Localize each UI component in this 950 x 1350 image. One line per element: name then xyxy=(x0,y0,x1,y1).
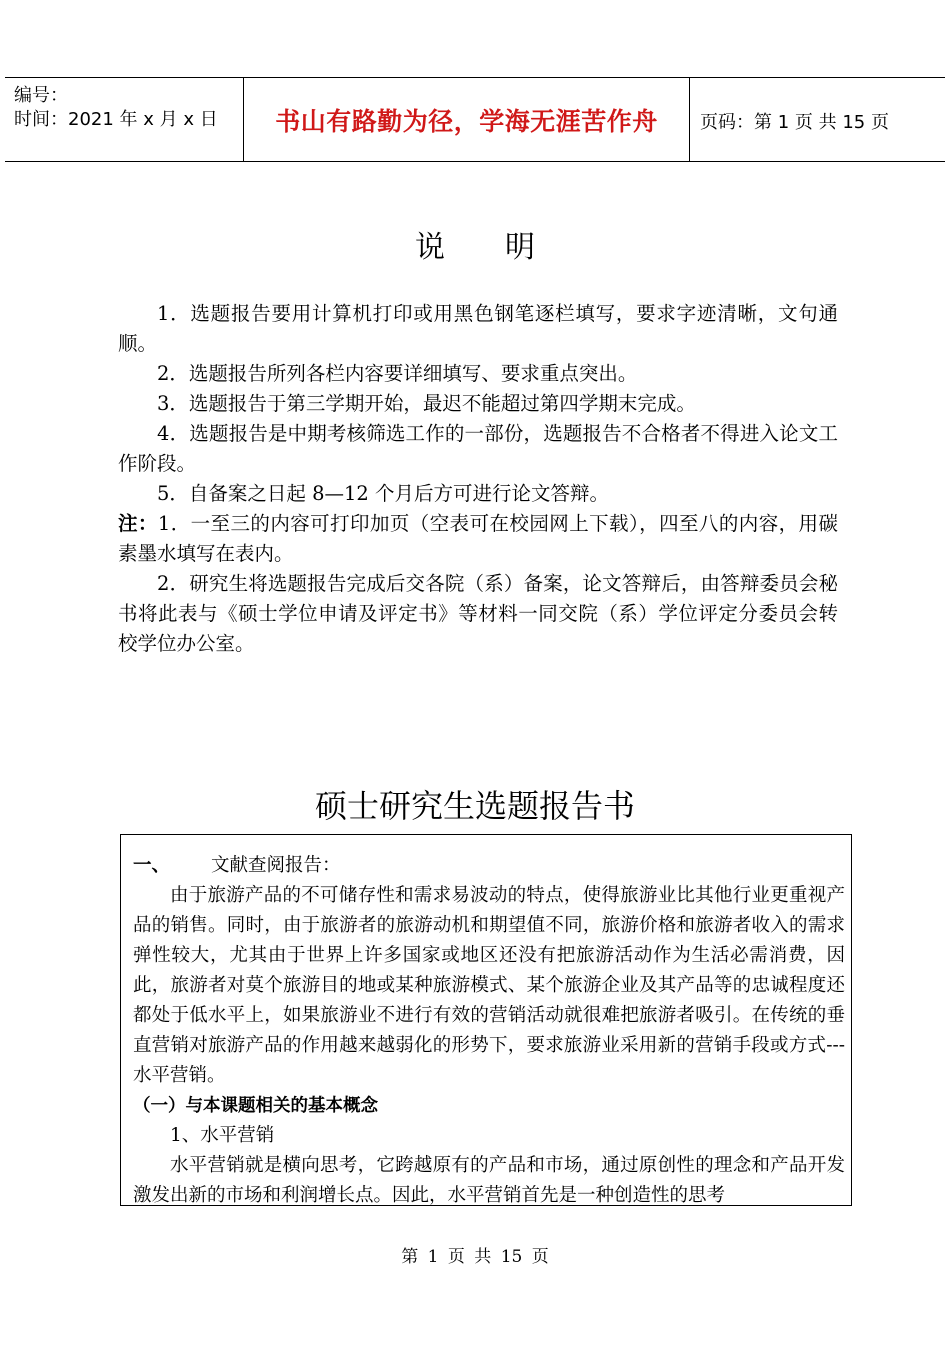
section-number: 一、 xyxy=(133,855,171,876)
header-top-rule xyxy=(5,77,945,78)
instruction-item: 5．自备案之日起 8—12 个月后方可进行论文答辩。 xyxy=(157,482,610,505)
report-content xyxy=(133,851,845,1206)
header-divider-left xyxy=(243,77,244,161)
header-motto: 书山有路勤为径，学海无涯苦作舟 xyxy=(275,107,658,136)
section-title: 文献查阅报告： xyxy=(211,855,341,876)
header-meta xyxy=(14,84,242,132)
instruction-item: 2．选题报告所列各栏内容要详细填写、要求重点突出。 xyxy=(157,362,638,385)
item-text: 水平营销就是横向思考，它跨越原有的产品和市场，通过原创性的理念和产品开发激发出新的市场和利润增长点。因此，水平营销首先是一种创造性的思考 xyxy=(133,1155,845,1206)
report-form-box xyxy=(120,834,852,1206)
instructions-title: 说 明 xyxy=(415,230,535,265)
header-page-info: 页码：第 1 页 共 15 页 xyxy=(700,112,889,133)
item-title: 1、水平营销 xyxy=(170,1125,275,1146)
instruction-item: 4．选题报告是中期考核筛选工作的一部份，选题报告不合格者不得进入论文工作阶段。 xyxy=(118,422,838,475)
note-lead: 注： xyxy=(118,512,158,535)
doc-time-label: 时间：2021 年 x 月 x 日 xyxy=(14,109,218,130)
instruction-item: 3．选题报告于第三学期开始，最迟不能超过第四学期末完成。 xyxy=(157,392,696,415)
instructions-body xyxy=(118,299,838,659)
note-paragraph-2: 2．研究生将选题报告完成后交各院（系）备案，论文答辩后，由答辩委员会秘书将此表与《硕士学位申请及评定书》等材料一同交院（系）学位评定分委员会转校学位办公室。 xyxy=(118,572,838,655)
section-heading xyxy=(133,851,845,881)
header-bottom-rule xyxy=(5,161,945,162)
note-1-text: 1．一至三的内容可打印加页（空表可在校园网上下载），四至八的内容，用碳素墨水填写在表内。 xyxy=(118,512,838,565)
note-paragraph-1 xyxy=(118,509,838,569)
subsection-title: （一）与本课题相关的基本概念 xyxy=(133,1096,378,1116)
instruction-item: 1．选题报告要用计算机打印或用黑色钢笔逐栏填写，要求字迹清晰，文句通顺。 xyxy=(118,302,838,355)
doc-number-label: 编号： xyxy=(14,85,68,106)
report-title: 硕士研究生选题报告书 xyxy=(314,787,635,825)
section-intro: 由于旅游产品的不可储存性和需求易波动的特点，使得旅游业比其他行业更重视产品的销售。同时，由于旅游者的旅游动机和期望值不同，旅游价格和旅游者收入的需求弹性较大，尤其由于世界上许多国家或地区还没有把旅游活动作为生活必需消费，因此，旅游者对莫个旅游目的地或某种旅游模式、某个旅游企业及其产品等的忠诚程度还都处于低水平上，如果旅游业不进行有效的营销活动就很难把旅游者吸引。在传统的垂直营销对旅游产品的作用越来越弱化的形势下，要求旅游业采用新的营销手段或方式---水平营销。 xyxy=(133,885,845,1086)
page-footer: 第 1 页 共 15 页 xyxy=(401,1247,549,1267)
header-divider-right xyxy=(689,77,690,161)
